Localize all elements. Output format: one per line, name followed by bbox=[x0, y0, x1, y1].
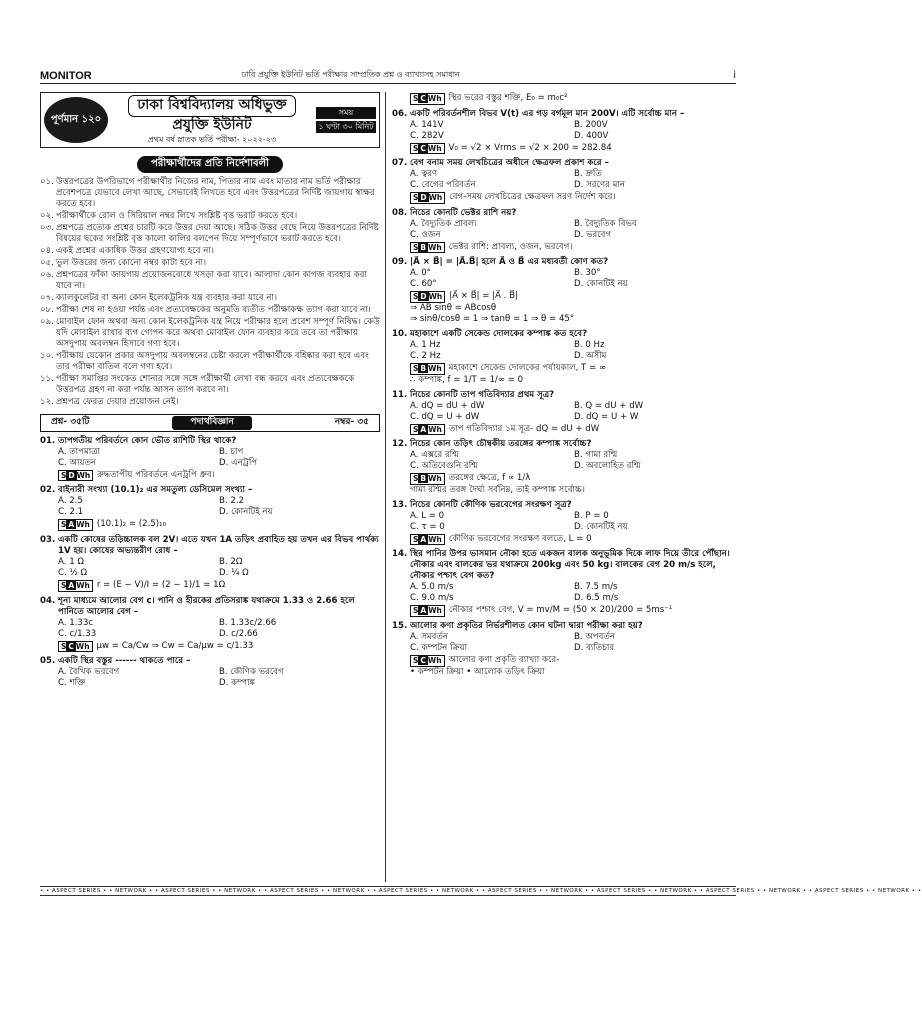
option: C. ½ Ω bbox=[58, 567, 88, 578]
option: A. dQ = dU + dW bbox=[410, 400, 485, 411]
option: C. dQ = U + dW bbox=[410, 411, 480, 422]
option: C. অতিবেগুনি রশ্মি bbox=[410, 461, 478, 472]
instruction-text: পরীক্ষার্থীকে রোল ও সিরিয়াল নম্বর লিখে সংশ্লিষ্ট বৃত্ত ভরাট করতে হবে। bbox=[56, 210, 298, 221]
option: A. বৈদ্যুতিক প্রাবল্য bbox=[410, 218, 477, 229]
options bbox=[392, 120, 738, 142]
options bbox=[40, 557, 380, 579]
options bbox=[392, 169, 738, 191]
question-stem: একটি পরিবর্তনশীল বিভব V(t) এর গড় বর্গমূল মান 200V। এটি সর্বোচ্চ মান – bbox=[410, 108, 685, 119]
option: C. c/1.33 bbox=[58, 628, 97, 639]
solution-s-label: S bbox=[413, 193, 419, 203]
question-stem: |A⃗ × B⃗| = |A⃗.B⃗| হলে A⃗ ও B⃗ এর মধ্যবর্তী কোণ কত? bbox=[410, 257, 609, 268]
column-divider bbox=[385, 92, 386, 882]
question bbox=[392, 621, 738, 678]
question-number: 03. bbox=[40, 534, 56, 545]
right-questions bbox=[392, 109, 738, 678]
instruction-item bbox=[40, 374, 380, 396]
solution-line bbox=[392, 655, 738, 667]
solution-text: |A⃗ × B⃗| = |A⃗ . B⃗| bbox=[449, 291, 518, 302]
instructions-list bbox=[40, 177, 380, 408]
option: B. Q = dU + dW bbox=[574, 400, 644, 411]
question-number: 11. bbox=[392, 389, 408, 400]
solution-line bbox=[392, 192, 738, 204]
section-bar bbox=[40, 414, 380, 432]
option: D. কম্পাঙ্ক bbox=[219, 678, 255, 689]
solution-formula: ∴ কম্পাঙ্ক, f = 1/T = 1/∞ = 0 bbox=[410, 374, 524, 385]
solution-formula: • কম্পটন ক্রিয়া • আলোক তড়িৎ ক্রিয়া bbox=[410, 666, 545, 677]
options bbox=[40, 618, 380, 640]
solution-wh-label: Wh bbox=[427, 94, 442, 103]
option: A. বৈখিক ভরবেগ bbox=[58, 667, 120, 678]
marks-count: নম্বর- ৩৫ bbox=[334, 417, 369, 428]
question-stem: একটি কোষের তড়িচ্চালক বল 2V। এতে যখন 1A তড়িৎ প্রবাহিত হয় তখন এর বিভব পার্থক্য 1V হয়। কোষের অভ্যন্তরীণ রোধ – bbox=[58, 534, 379, 556]
question-number: 09. bbox=[392, 257, 408, 268]
solution-wh-label: Wh bbox=[76, 470, 91, 480]
answer-key: C bbox=[420, 143, 426, 153]
option: D. সরণের মান bbox=[574, 180, 625, 191]
option: C. 2 Hz bbox=[410, 350, 441, 361]
instruction-text: ক্যালকুলেটর বা অন্য কোন ইলেকট্রনিক যন্ত্র ব্যবহার করা যাবে না। bbox=[56, 292, 278, 303]
instruction-number: ০১. bbox=[40, 176, 54, 187]
question-text bbox=[392, 329, 738, 340]
question-text bbox=[392, 390, 738, 401]
question bbox=[392, 500, 738, 546]
solution-text: কৌণিক ভরবেগের সংরক্ষণ বলতে, L = 0 bbox=[448, 533, 592, 544]
instruction-number: ১০. bbox=[40, 350, 54, 361]
instruction-number: ১২. bbox=[40, 396, 54, 407]
solution-line bbox=[392, 93, 738, 105]
instruction-item bbox=[40, 317, 380, 350]
option: C. আয়তন bbox=[58, 457, 97, 468]
instruction-number: ০৯. bbox=[40, 316, 54, 327]
answer-key: C bbox=[420, 94, 426, 103]
running-head-description: ঢাবি প্রযুক্তি ইউনিট ভর্তি পরীক্ষার সাম্প্রতিক প্রশ্ন ও ব্যাখ্যাসহ সমাধান bbox=[241, 70, 460, 79]
option: B. বৈদ্যুতিক বিভব bbox=[574, 218, 637, 229]
option: C. শক্তি bbox=[58, 678, 86, 689]
solution-wh-label: Wh bbox=[76, 520, 90, 530]
question-number: 15. bbox=[392, 620, 408, 631]
option: D. অসীম bbox=[574, 350, 607, 361]
solution-wh-label: Wh bbox=[428, 242, 442, 252]
option: B. 30° bbox=[574, 268, 601, 279]
question-text bbox=[392, 549, 738, 582]
solution-badge bbox=[58, 641, 93, 653]
solution-s-label: S bbox=[61, 470, 67, 480]
instruction-item bbox=[40, 223, 380, 245]
question-number: 12. bbox=[392, 439, 408, 450]
answer-key: B bbox=[420, 474, 427, 484]
solution-text: ভেক্টর রাশি: প্রাবল্য, ওজন, ভরবেগ। bbox=[448, 241, 573, 252]
solution-badge bbox=[410, 93, 445, 105]
solution-s-label: S bbox=[61, 641, 67, 651]
option: B. P = 0 bbox=[574, 510, 609, 521]
answer-key: A bbox=[68, 580, 75, 590]
option: B. 200V bbox=[574, 119, 608, 130]
right-column bbox=[392, 92, 738, 678]
instruction-number: ০৮. bbox=[40, 304, 54, 315]
question-text bbox=[392, 257, 738, 268]
option: D. c/2.66 bbox=[219, 628, 258, 639]
solution-wh-label: Wh bbox=[428, 292, 443, 302]
option: A. 5.0 m/s bbox=[410, 582, 454, 593]
question-text bbox=[392, 208, 738, 219]
answer-key: C bbox=[420, 655, 426, 665]
solution-wh-label: Wh bbox=[76, 580, 90, 590]
question bbox=[40, 596, 380, 653]
option: A. 2.5 bbox=[58, 496, 83, 507]
question-stem: মহাকাশে একটি সেকেন্ড দোলকের কম্পাঙ্ক কত হবে? bbox=[410, 328, 588, 339]
solution-line bbox=[392, 363, 738, 375]
question-stem: শূন্য মাধ্যমে আলোর বেগ c। পানি ও হীরকের প্রতিসরাঙ্ক যথাক্রমে 1.33 ও 2.66 হলে পানিতে আলোর বেগ – bbox=[58, 595, 355, 617]
solution-wh-label: Wh bbox=[428, 606, 442, 616]
solution-badge bbox=[58, 470, 93, 482]
option: D. 400V bbox=[574, 130, 609, 141]
option: B. গামা রশ্মি bbox=[574, 450, 618, 461]
options bbox=[392, 401, 738, 423]
instruction-number: ০২. bbox=[40, 210, 54, 221]
option: D. কোনটিই নয় bbox=[574, 521, 628, 532]
solution-line bbox=[392, 424, 738, 436]
option: B. 2.2 bbox=[219, 496, 245, 507]
instruction-item bbox=[40, 270, 380, 292]
time-label: সময় bbox=[316, 107, 376, 119]
option: D. কোনটিই নয় bbox=[219, 507, 273, 518]
time-badge bbox=[316, 107, 376, 133]
page-number: i bbox=[733, 70, 736, 81]
solution-wh-label: Wh bbox=[428, 193, 443, 203]
question-count: প্রশ্ন- ৩৫টি bbox=[51, 417, 90, 428]
instruction-text: ভুল উত্তরের জন্য কোনো নম্বর কাটা হবে না। bbox=[56, 257, 207, 268]
solution-formula: ⇒ sinθ/cosθ = 1 ⇒ tanθ = 1 ⇒ θ = 45° bbox=[410, 313, 575, 324]
question bbox=[392, 208, 738, 254]
instruction-item bbox=[40, 305, 380, 316]
solution-wh-label: Wh bbox=[428, 474, 442, 484]
question bbox=[392, 390, 738, 436]
instruction-number: ০৪. bbox=[40, 245, 54, 256]
options bbox=[392, 340, 738, 362]
solution-s-label: S bbox=[413, 474, 419, 484]
instruction-text: পরীক্ষা সমাপ্তির সংকেত শোনার সঙ্গে সঙ্গে পরীক্ষার্থী লেখা বন্ধ করবে এবং প্রত্যবেক্ষককে উত্তরপত্র গ্রহণ না করা পর্যন্ত আসন ত্যাগ করবে না। bbox=[56, 373, 355, 395]
solution-line bbox=[392, 473, 738, 485]
question-text bbox=[392, 158, 738, 169]
question-number: 04. bbox=[40, 595, 56, 606]
option: B. 7.5 m/s bbox=[574, 582, 618, 593]
solution-s-label: S bbox=[413, 143, 419, 153]
option: D. ¼ Ω bbox=[219, 567, 249, 578]
solution-s-label: S bbox=[413, 292, 419, 302]
university-name: ঢাকা বিশ্ববিদ্যালয় অধিভুক্ত bbox=[128, 95, 295, 117]
solution-badge bbox=[410, 534, 445, 546]
solution-text: নৌকার পশ্চাৎ বেগ, V = mv/M = (50 × 20)/200 = 5ms⁻¹ bbox=[448, 605, 673, 616]
solution-line bbox=[392, 605, 738, 617]
time-value: ১ ঘণ্টা ৩০ মিনিট bbox=[316, 121, 376, 133]
solution-text: μw = Ca/Cw ⇒ Cw = Ca/μw = c/1.33 bbox=[96, 640, 254, 651]
running-head bbox=[40, 68, 736, 84]
question-text bbox=[392, 621, 738, 632]
instruction-text: পরীক্ষা শেষ না হওয়া পর্যন্ত এবং প্রত্যবেক্ষকের অনুমতি ব্যতীত পরীক্ষাকক্ষ ত্যাগ করা যাবে না। bbox=[56, 304, 371, 315]
solution-s-label: S bbox=[413, 606, 419, 616]
option: A. L = 0 bbox=[410, 510, 445, 521]
question bbox=[392, 257, 738, 325]
question-number: 02. bbox=[40, 485, 56, 496]
solution-badge bbox=[410, 363, 445, 375]
solution-text: আলোর কণা প্রকৃতি ব্যাখ্যা করে- bbox=[448, 654, 560, 665]
solution-badge bbox=[410, 655, 445, 667]
left-column bbox=[40, 92, 380, 689]
option: A. 1.33c bbox=[58, 617, 94, 628]
question bbox=[392, 549, 738, 617]
solution-badge bbox=[410, 291, 445, 303]
option: A. 0° bbox=[410, 268, 431, 279]
option: C. 60° bbox=[410, 279, 437, 290]
question-stem: একটি স্থির বস্তুর ------ থাকতে পারে – bbox=[58, 656, 191, 667]
option: D. dQ = U + W bbox=[574, 411, 639, 422]
option: D. এনট্রপি bbox=[219, 457, 258, 468]
option: D. 6.5 m/s bbox=[574, 593, 619, 604]
instruction-item bbox=[40, 211, 380, 222]
question-text bbox=[40, 656, 380, 667]
option: B. 2Ω bbox=[219, 556, 243, 567]
option: B. 1.33c/2.66 bbox=[219, 617, 277, 628]
question-number: 01. bbox=[40, 435, 56, 446]
options bbox=[40, 447, 380, 469]
question bbox=[392, 158, 738, 204]
instruction-text: পরীক্ষায় যেকোন প্রকার অসদুপায় অবলম্বনের চেষ্টা করলে পরীক্ষার্থীকে বহিষ্কার করা হবে এবং তার পরীক্ষা বাতিল বলে গণ্য হবে। bbox=[56, 350, 369, 372]
answer-key: D bbox=[420, 193, 427, 203]
question-text bbox=[392, 500, 738, 511]
question-stem: নিচের কোনটি তাপ গতিবিদ্যার প্রথম সূত্র? bbox=[410, 389, 555, 400]
option: C. বেগের পরিবর্তন bbox=[410, 180, 476, 191]
answer-key: B bbox=[420, 242, 427, 252]
instruction-item bbox=[40, 351, 380, 373]
question bbox=[40, 436, 380, 482]
solution-text: V₀ = √2 × Vrms = √2 × 200 = 282.84 bbox=[448, 142, 612, 153]
question-number: 14. bbox=[392, 549, 408, 560]
solution-line bbox=[392, 291, 738, 303]
question-number: 05. bbox=[40, 656, 56, 667]
solution-badge bbox=[410, 473, 445, 485]
answer-key: A bbox=[420, 606, 427, 616]
options bbox=[392, 268, 738, 290]
solution-text: বেগ-সময় লেখচিত্রের ক্ষেত্রফল সরণ নির্দেশ করে। bbox=[449, 192, 616, 203]
option: A. সমবর্তন bbox=[410, 631, 449, 642]
solution-s-label: S bbox=[413, 534, 419, 544]
answer-key: A bbox=[420, 534, 427, 544]
instruction-number: ০৫. bbox=[40, 257, 54, 268]
question-text bbox=[40, 436, 380, 447]
options bbox=[40, 667, 380, 689]
instruction-number: ০৭. bbox=[40, 292, 54, 303]
solution-line bbox=[40, 641, 380, 653]
option: C. 2.1 bbox=[58, 507, 84, 518]
solution-s-label: S bbox=[413, 242, 419, 252]
options bbox=[40, 496, 380, 518]
solution-text: মহাকাশে সেকেন্ড দোলকের পর্যায়কাল, T = ∞ bbox=[448, 362, 607, 373]
option: B. 0 Hz bbox=[574, 339, 605, 350]
options bbox=[392, 450, 738, 472]
solution-wh-label: Wh bbox=[427, 143, 442, 153]
solution-text: স্থির ভরের বস্তুর শক্তি, E₀ = m₀c² bbox=[448, 93, 568, 103]
question bbox=[40, 485, 380, 531]
solution-formula: ⇒ AB sinθ = ABcosθ bbox=[410, 302, 497, 313]
solution-text: তাপ গতিবিদ্যার ১ম সূত্র- dQ = dU + dW bbox=[448, 423, 600, 434]
solution-formula: গামা রশ্মির তরঙ্গ দৈর্ঘ্য সর্বনিম্ন, তাই কম্পাঙ্ক সর্বোচ্চ। bbox=[410, 484, 585, 495]
solution-line bbox=[392, 534, 738, 546]
solution-wh-label: Wh bbox=[427, 655, 442, 665]
solution-line bbox=[40, 519, 380, 531]
option: D. ভরবেগ bbox=[574, 229, 612, 240]
option: B. অপবর্তন bbox=[574, 631, 615, 642]
solution-text: r = (E − V)/I = (2 − 1)/1 = 1Ω bbox=[96, 579, 226, 590]
magazine-name: MONITOR bbox=[40, 69, 92, 82]
instruction-text: প্রশ্নপত্রের ফাঁকা জায়গায় প্রয়োজনবোধে খসড়া করা যাবে। আলাদা কোন কাগজ ব্যবহার করা যাবে না। bbox=[56, 269, 367, 291]
solution-text: (10.1)₂ = (2.5)₁₀ bbox=[96, 519, 167, 530]
option: C. 9.0 m/s bbox=[410, 593, 454, 604]
solution-wh-label: Wh bbox=[428, 424, 442, 434]
solution-badge bbox=[58, 519, 93, 531]
question bbox=[392, 439, 738, 496]
question bbox=[40, 535, 380, 592]
instruction-item bbox=[40, 293, 380, 304]
instruction-item bbox=[40, 397, 380, 408]
question-text bbox=[392, 109, 738, 120]
subject-name: পদার্থবিজ্ঞান bbox=[172, 416, 251, 430]
full-marks-badge: পূর্ণমান ১২০ bbox=[44, 97, 108, 143]
solution-wh-label: Wh bbox=[428, 534, 442, 544]
solution-s-label: S bbox=[413, 363, 419, 373]
solution-s-label: S bbox=[413, 424, 419, 434]
solution-badge bbox=[410, 242, 445, 254]
question bbox=[40, 656, 380, 689]
exam-header bbox=[40, 92, 380, 148]
question-text bbox=[40, 535, 380, 557]
solution-badge bbox=[58, 580, 93, 592]
option: A. 1 Ω bbox=[58, 556, 84, 567]
solution-wh-label: Wh bbox=[75, 641, 90, 651]
question-number: 10. bbox=[392, 328, 408, 339]
instructions-title: পরীক্ষার্থীদের প্রতি নির্দেশাবলী bbox=[40, 156, 380, 173]
solution-line bbox=[392, 143, 738, 155]
question-stem: নিচের কোন তড়িৎ চৌম্বকীয় তরঙ্গের কম্পাঙ্ক সর্বোচ্চ? bbox=[410, 439, 592, 450]
options bbox=[392, 511, 738, 533]
solution-s-label: S bbox=[413, 94, 419, 103]
answer-key: D bbox=[68, 470, 75, 480]
options bbox=[392, 582, 738, 604]
footer-strip: • • ASPECT SERIES • • NETWORK • • ASPECT SERIES • • NETWORK • • ASPECT SERIES • • NETWORK • • ASPECT SERIES • • NETWORK • • ASPECT SERIES • • NETWORK • • ASPECT SERIES • • NETWORK • • ASPECT SERIES • • NETWORK • • ASPECT SERIES • • NETWORK • • bbox=[40, 888, 922, 894]
option: D. কোনটিই নয় bbox=[574, 279, 628, 290]
solution-line bbox=[40, 580, 380, 592]
options bbox=[392, 632, 738, 654]
question-stem: বাইনারী সংখ্যা (10.1)₂ এর সমতুল্য ডেসিমেল সংখ্যা – bbox=[58, 485, 253, 496]
instruction-text: উত্তরপত্রের উপরিভাগে পরীক্ষার্থীর নিজের নাম, পিতার নাম এবং মাতার নাম ভর্তি পরীক্ষার প্রবেশপত্রে যেভাবে লেখা আছে, সেভাবেই লিখতে হবে এবং উত্তরপত্রের নির্দিষ্ট জায়গায় স্বাক্ষর করতে হবে। bbox=[56, 176, 375, 209]
solution-badge bbox=[410, 605, 445, 617]
question-number: 06. bbox=[392, 108, 408, 119]
question-stem: তাপগতীয় পরিবর্তনে কোন ভৌত রাশিটি স্থির থাকে? bbox=[58, 435, 237, 446]
question-number: 07. bbox=[392, 158, 408, 169]
answer-key: A bbox=[68, 520, 75, 530]
instruction-text: মোবাইল ফোন অথবা অন্য কোন ইলেকট্রনিক যন্ত্র নিয়ে পরীক্ষার হলে প্রবেশ সম্পূর্ণ নিষিদ্ধ। কেউ যদি মোবাইল রাখার ব্যগ গোপন করে অথবা মোবাইল ফোন ব্যবহার করে তবে তা পরীক্ষায় অসদুপায় অবলম্বন হিসাবে গণ্য হবে। bbox=[56, 316, 380, 349]
instruction-text: একই প্রশ্নের একাধিক উত্তর গ্রহণযোগ্য হবে না। bbox=[56, 245, 214, 256]
option: C. τ = 0 bbox=[410, 521, 445, 532]
option: C. ওজন bbox=[410, 229, 441, 240]
option: A. এক্সরে রশ্মি bbox=[410, 450, 459, 461]
instruction-item bbox=[40, 258, 380, 269]
option: C. 282V bbox=[410, 130, 444, 141]
solution-text: রুদ্ধতাপীয় পরিবর্তনে এনট্রপি ধ্রুব। bbox=[97, 469, 215, 480]
instruction-item bbox=[40, 246, 380, 257]
solution-s-label: S bbox=[61, 580, 67, 590]
question-stem: বেগ বনাম সময় লেখচিত্রের অধীনে ক্ষেত্রফল প্রকাশ করে – bbox=[410, 158, 609, 169]
solution-s-label: S bbox=[413, 655, 419, 665]
solution-badge bbox=[410, 143, 445, 155]
question-text bbox=[40, 596, 380, 618]
solution-wh-label: Wh bbox=[428, 363, 442, 373]
exam-title-block bbox=[108, 95, 316, 145]
option: A. ত্বরণ bbox=[410, 169, 438, 180]
question-number: 08. bbox=[392, 207, 408, 218]
option: A. 141V bbox=[410, 119, 444, 130]
solution-badge bbox=[410, 424, 445, 436]
question bbox=[392, 329, 738, 386]
answer-key: B bbox=[420, 363, 427, 373]
instruction-item bbox=[40, 177, 380, 210]
question-text bbox=[40, 485, 380, 496]
question-text bbox=[392, 439, 738, 450]
answer-key: C bbox=[68, 641, 74, 651]
answer-key: A bbox=[420, 424, 427, 434]
question-stem: নিচের কোনটি কৌণিক ভরবেগের সংরক্ষণ সূত্র? bbox=[410, 499, 572, 510]
left-questions bbox=[40, 436, 380, 689]
instruction-number: ০৩. bbox=[40, 222, 54, 233]
unit-name: প্রযুক্তি ইউনিট bbox=[172, 116, 252, 133]
question bbox=[392, 109, 738, 155]
option: B. চাপ bbox=[219, 446, 244, 457]
instruction-text: প্রশ্নপত্রে প্রত্যেক প্রশ্নের চারটি করে উত্তর দেয়া আছে। সঠিক উত্তর বেছে নিয়ে উত্তরপত্রের নির্দিষ্ট বিষয়ের ছকের সংশ্লিষ্ট বৃত্ত কালো কালির বলপেন দিয়ে সম্পূর্ণভাবে ভরাট করতে হবে। bbox=[56, 222, 379, 244]
option: A. 1 Hz bbox=[410, 339, 441, 350]
question-stem: স্থির পানির উপর ভাসমান নৌকা হতে একজন বালক অনুভূমিক দিকে লাফ দিয়ে তীরে পৌঁছান। নৌকার এবং বালকের ভর যথাক্রমে 200kg এবং 50 kg। বালকের বেগ 20 m/s হলে, নৌকার পশ্চাৎ বেগ কত? bbox=[410, 549, 730, 582]
option: B. দ্রুতি bbox=[574, 169, 602, 180]
instruction-text: প্রশ্নপত্র ফেরত দেয়ার প্রয়োজন নেই। bbox=[56, 396, 179, 407]
solution-line bbox=[40, 470, 380, 482]
exam-name: প্রথম বর্ষ স্নাতক ভর্তি পরীক্ষা- ২০২২-২৩ bbox=[147, 134, 277, 144]
option: B. কৌণিক ভরবেগ bbox=[219, 667, 284, 678]
question-stem: নিচের কোনটি ভেক্টর রাশি নয়? bbox=[410, 207, 517, 218]
solution-s-label: S bbox=[61, 520, 67, 530]
instruction-number: ১১. bbox=[40, 373, 54, 384]
instruction-number: ০৬. bbox=[40, 269, 54, 280]
question-stem: আলোর কণা প্রকৃতির নির্ভরশীলত কোন ঘটনা দ্বারা পরীক্ষা করা হয়? bbox=[410, 620, 643, 631]
solution-line bbox=[392, 242, 738, 254]
solution-badge bbox=[410, 192, 445, 204]
option: D. ব্যতিচার bbox=[574, 642, 615, 653]
option: D. অবলোহিত রশ্মি bbox=[574, 461, 641, 472]
option: A. তাপমাত্রা bbox=[58, 446, 101, 457]
solution-text: তরঙ্গের ক্ষেত্রে, f ∝ 1/λ bbox=[448, 473, 531, 484]
option: C. কম্পটন ক্রিয়া bbox=[410, 642, 468, 653]
answer-key: D bbox=[420, 292, 427, 302]
question-number: 13. bbox=[392, 499, 408, 510]
options bbox=[392, 219, 738, 241]
